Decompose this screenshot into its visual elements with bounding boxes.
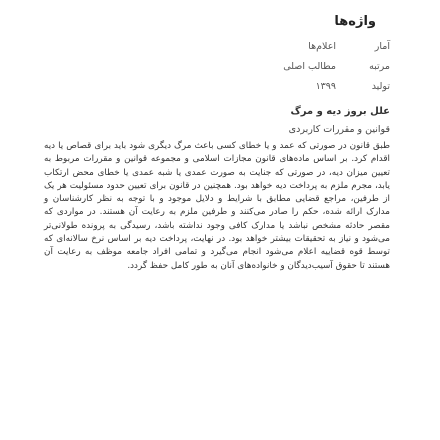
body-paragraph: طبق قانون در صورتی که عمد و یا خطای کسی باعث مرگ دیگری شود باید برای قصاص یا دیه اقدام کرد. بر اساس ماده‌های قانون مجازات اسلامی و مجموعه قوانین و مقررات مربوط به تعیین میزان دیه، در صورتی که جنایت به صورت عمدی یا شبه عمدی یا خطای محض ارتکاب یابد، مجرم ملزم به پرداخت دیه خواهد بود. همچنین در قانون برای تعیین حدود مسئولیت هر یک از طرفین، مراجع قضایی مطابق با شرایط و دلایل موجود و با توجه به نظر کارشناسان و مدارک ارائه شده، حکم را صادر می‌کنند و طرفین ملزم به رعایت آن هستند. در مواردی که مقصر حادثه مشخص نباشد یا مدارک کافی وجود نداشته باشد، رسیدگی به پرونده طولانی‌تر می‌شود و نیاز به تحقیقات بیشتر خواهد بود. در نهایت، پرداخت دیه بر اساس نرخ سالانه‌ای که توسط قوه قضاییه اعلام می‌شود انجام می‌گیرد و تمامی افراد جامعه موظف به رعایت آن هستند تا حقوق آسیب‌دیدگان و خانواده‌های آنان به طور کامل حفظ گردد. (44, 141, 390, 271)
meta-row (170, 36, 390, 56)
meta-label: آمار (374, 40, 390, 52)
meta-value: ۱۳۹۹ (315, 80, 336, 92)
section-title: علل بروز دیه و مرگ (290, 106, 390, 117)
meta-value: مطالب اصلی (283, 60, 336, 72)
meta-row (170, 76, 390, 96)
meta-table (170, 36, 390, 96)
header-title: واژه‌ها (334, 14, 376, 29)
meta-label: تولید (371, 80, 390, 92)
meta-row (170, 56, 390, 76)
section-subtitle: قوانین و مقررات کاربردی (288, 124, 390, 135)
meta-value: اعلام‌ها (308, 40, 336, 52)
meta-label: مرتبه (369, 60, 390, 72)
